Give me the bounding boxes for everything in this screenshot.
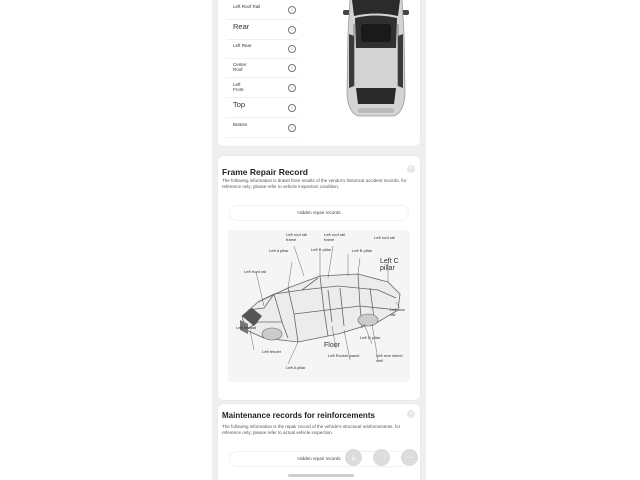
diagram-label: Left C pillar [380,258,399,272]
close-icon[interactable]: × [407,165,415,173]
diagram-label: Left D pillar [360,335,381,340]
part-label: Left Roof Rail [233,4,261,9]
part-row[interactable] [226,20,298,40]
part-label: Left Front [233,82,244,92]
part-row[interactable] [226,0,298,20]
download-icon[interactable]: ⤓ [345,449,362,466]
close-icon[interactable]: × [407,410,415,418]
diagram-label: Left A pillar [269,248,289,253]
hidden-records-button[interactable]: Hidden repair records [230,206,408,220]
diagram-label: Left rear rail [390,307,405,317]
diagram-label: Left front rail [244,269,267,274]
diagram-label: Left firewall [236,325,257,330]
diagram-label: Left rear wheel well [376,353,403,363]
part-row[interactable] [226,98,298,118]
diagram-label: Left roof rail [374,235,396,240]
part-label: Left Rear [233,43,252,48]
more-icon[interactable]: ⋯ [401,449,418,466]
frame-diagram [228,230,410,382]
maintenance-card-description: The following information is the repair record of the vehicle's structural reinforcements, for reference only; please refer to actual vehicle inspection. [222,424,401,435]
home-indicator[interactable] [288,474,354,477]
check-icon: ✓ [288,45,296,53]
check-icon: ✓ [288,104,296,112]
maintenance-card [218,404,420,480]
check-icon: ✓ [288,84,296,92]
diagram-label: Left fender [262,349,282,354]
part-row[interactable] [226,118,298,138]
maintenance-card-title: Maintenance records for reinforcements [222,411,375,420]
hidden-records-button[interactable]: Hidden repair records [230,452,408,466]
diagram-label: Left roof rail frame [286,232,308,242]
frame-repair-card [218,156,420,400]
frame-card-title: Frame Repair Record [222,167,308,177]
diagram-label: Left B pillar [311,247,332,252]
frame-card-description: The following information is drawn from results of the vendor's historical accident records, for reference only; please refer to vehicle inspection condition. [222,178,407,189]
part-row[interactable] [226,78,298,98]
parts-card [218,0,420,146]
car-top-view-image [336,0,416,118]
diagram-label: Left Rocker panel [328,353,360,358]
diagram-label: Floor [324,342,340,349]
check-icon: ✓ [288,64,296,72]
check-icon: ✓ [288,124,296,132]
part-row[interactable] [226,39,298,59]
check-icon: ✓ [288,26,296,34]
check-icon: ✓ [288,6,296,14]
phone-screen [212,0,426,480]
part-label: Top [233,100,246,109]
part-row[interactable] [226,58,298,78]
grid-icon[interactable]: ⋮⋮ [373,449,390,466]
diagram-label: Left B pillar [352,248,373,253]
diagram-label: Left A pillar [286,365,306,370]
diagram-label: Left roof rail frame [324,232,346,242]
part-label: Bottom [233,122,248,127]
part-label: Rear [233,22,250,31]
part-label: Center Roof [233,62,247,72]
